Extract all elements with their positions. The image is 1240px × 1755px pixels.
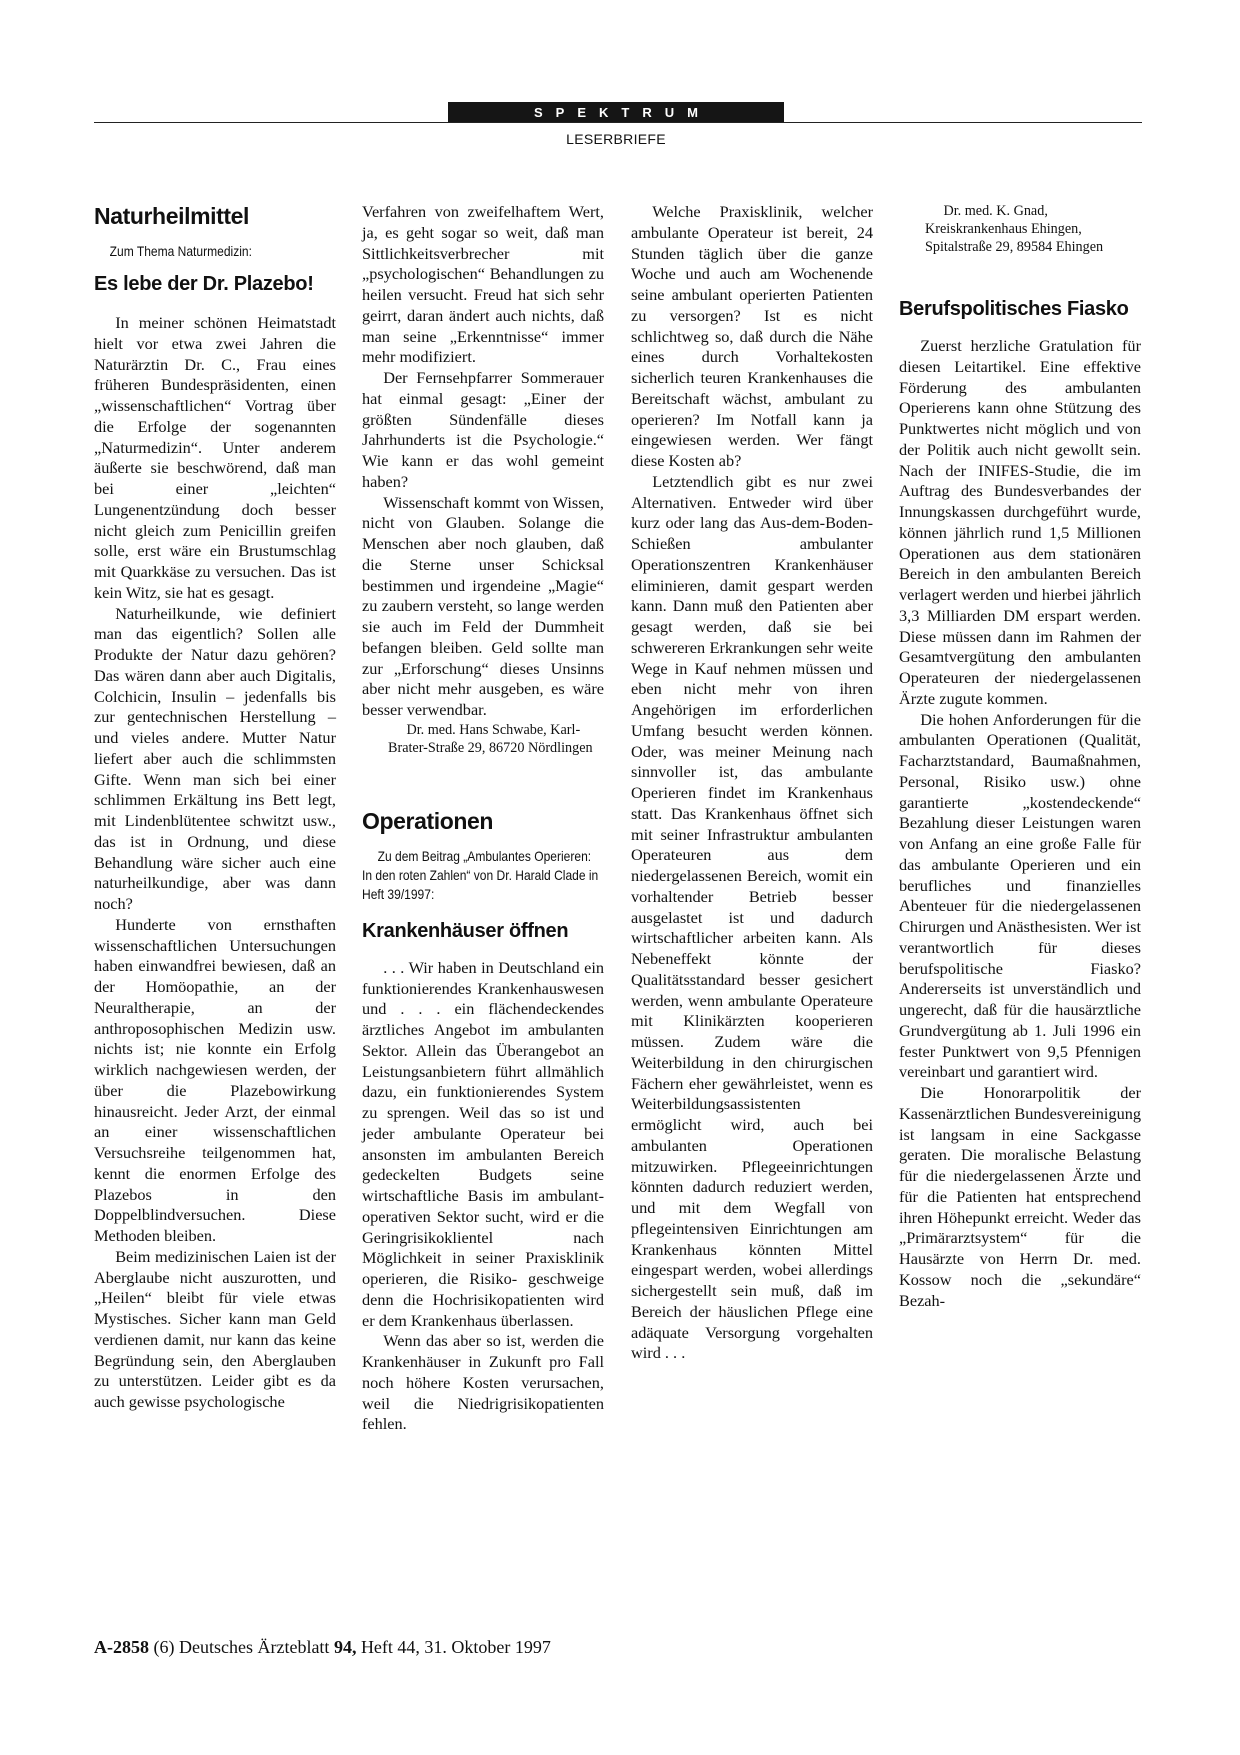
topic-line: Zum Thema Naturmedizin: (109, 243, 252, 259)
column-2 (362, 202, 604, 1435)
letter-headline: Es lebe der Dr. Plazebo! (94, 273, 314, 295)
issue-date: Heft 44, 31. Oktober 1997 (360, 1637, 551, 1657)
header-rule (94, 122, 1142, 123)
signature: Dr. med. K. Gnad, Kreiskrankenhaus Ehingen, Spitalstraße 29, 89584 Ehingen (925, 203, 1104, 255)
letter-headline: Berufspolitisches Fiasko (899, 298, 1129, 320)
paragraph: In meiner schönen Heimatstadt hielt vor etwa zwei Jahren die Naturärztin Dr. C., Frau eines früheren Bundespräsidenten, einen „wissenschaftlichen“ Vortrag über die Erfolge der sogenannten „Naturmedizin“. Unter anderem äußerte sie beschwörend, daß man bei einer „leichten“ Lungenentzündung doch besser nicht gleich zum Penicillin greifen solle, erst wäre ein Brustumschlag mit Quarkkäse zu versuchen. Das ist kein Witz, sie hat es gesagt. (94, 313, 336, 602)
paragraph: Wissenschaft kommt von Wissen, nicht von Glauben. Solange die Menschen aber noch glauben, daß die Sterne unser Schicksal bestimmen und irgendeine „Magie“ zu zaubern versteht, so lange werden sie auch im Feld der Dummheit befangen bleiben. Geld sollte man zur „Erforschung“ dieses Unsinns aber nicht mehr ausgeben, es wäre besser verwendbar. (362, 492, 604, 719)
paragraph: Die Honorarpolitik der Kassenärztlichen Bundesvereinigung ist langsam in eine Sackgasse geraten. Die moralische Belastung für die niedergelassenen Ärzte und für die Patienten hat entsprechend ihren Höhepunkt erreicht. Weder das „Primärarztsystem“ für die Hausärzte von Herrn Dr. med. Kossow noch die „sekundäre“ Bezah- (899, 1083, 1141, 1310)
paragraph: Der Fernsehpfarrer Sommerauer hat einmal gesagt: „Einer der größten Sündenfälle dieses Jahrhunderts ist die Psychologie.“ Wie kann er das wohl gemeint haben? (362, 368, 604, 491)
column-3 (631, 202, 873, 1364)
paragraph: . . . Wir haben in Deutschland ein funktionierendes Krankenhauswesen und . . . ein flächendeckendes ärztliches Angebot im ambulanten Sektor. Allein das Überangebot an Leistungsanbietern führt allmählich dazu, ein funktionierendes System zu sprengen. Weil das so ist und jeder ambulante Operateur bei ansonsten im ambulanten Bereich gedeckelten Budgets seine wirtschaftliche Basis im ambulant-operativen Sektor sucht, wird er die Geringrisikoklientel nach Möglichkeit in seiner Praxisklinik operieren, die Risiko- geschweige denn die Hochrisikopatienten wird er dem Krankenhaus überlassen. (362, 957, 604, 1330)
topic-line: Zu dem Beitrag „Ambulantes Operieren: In den roten Zahlen“ von Dr. Harald Clade in Heft 39/1997: (362, 847, 599, 902)
paragraph: Hunderte von ernsthaften wissenschaftlichen Untersuchungen haben einwandfrei bewiesen, daß an der Homöopathie, an der Neuraltherapie, an der anthroposophischen Medizin usw. nichts ist; nie konnte ein Erfolg wirklich nachgewiesen werden, der über die Plazebowirkung hinausreicht. Jeder Arzt, der einmal an einer wissenschaftlichen Versuchsreihe teilgenommen hat, kennt die enormen Erfolge des Plazebos in den Doppelblindversuchen. Diese Methoden bleiben. (94, 914, 336, 1245)
paragraph: Welche Praxisklinik, welcher ambulante Operateur ist bereit, 24 Stunden täglich über die ganze Woche und auch am Wochenende seine ambulant operierten Patienten zu versorgen? Ist es nicht schlichtweg so, daß durch die Nähe eines durch Vorhaltekosten sicherlich teuren Krankenhauses die Bereitschaft wächst, ambulant zu operieren? Im Notfall kann ja eingewiesen werden. Wer fängt diese Kosten ab? (631, 202, 873, 470)
rubric-operationen: Operationen (362, 807, 494, 834)
paragraph: Die hohen Anforderungen für die ambulanten Operationen (Qualität, Facharztstandard, Baumaßnahmen, Personal, Risiko usw.) ohne garantierte „kostendeckende“ Bezahlung dieser Leistungen waren von Anfang an eine große Falle für das ambulante Operieren und ein berufliches und finanzielles Abenteuer für die niedergelassenen Chirurgen und Anästhesisten. Wer ist verantwortlich für dieses berufspolitische Fiasko? Andererseits ist unverständlich und ungerecht, daß für die hausärztliche Grundvergütung ab 1. Juli 1996 ein fester Punktwert von 9,5 Pfennigen vereinbart und garantiert wird. (899, 709, 1141, 1082)
signature: Dr. med. Hans Schwabe, Karl-Brater-Straße 29, 86720 Nördlingen (388, 721, 593, 756)
rubric-naturheilmittel: Naturheilmittel (94, 203, 250, 229)
paragraph: Wenn das aber so ist, werden die Krankenhäuser in Zukunft pro Fall noch höhere Kosten verursachen, weil die Niedrigrisikopatienten fehlen. (362, 1331, 604, 1434)
paragraph: Beim medizinischen Laien ist der Aberglaube nicht auszurotten, und „Heilen“ bleibt für viele etwas Mystisches. Sicher kann man Geld verdienen damit, nur kann das keine Begründung sein, den Aberglauben zu unterstützen. Leider gibt es da auch gewisse psychologische (94, 1246, 336, 1411)
paragraph: Letztendlich gibt es nur zwei Alternativen. Entweder wird über kurz oder lang das Aus-dem-Boden-Schießen ambulanter Operationszentren Krankenhäuser eliminieren, damit gespart werden kann. Dann muß den Patienten aber gesagt werden, daß sie bei schwereren Erkrankungen sehr weite Wege in Kauf nehmen müssen und eben nicht mehr von ihren Angehörigen im erforderlichen Umfang besucht werden können. Oder, was meiner Meinung nach sinnvoller ist, das ambulante Operieren findet im Krankenhaus statt. Das Krankenhaus öffnet sich mit seiner Infrastruktur ambulanten Operateuren aus dem niedergelassenen Bereich, womit ein vorhaltender Betrieb besser ausgelastet ist und dadurch wirtschaftlicher arbeiten kann. Als Nebeneffekt könnte der Qualitätsstandard besser gesichert werden, wenn ambulante Operateure mit Klinikärzten kooperieren müssen. Zudem wäre die Weiterbildung in den chirurgischen Fächern eher gewährleistet, wenn es Weiterbildungsassistenten ermöglicht wird, auch bei ambulanten Operationen mitzuwirken. Pflegeeinrichtungen könnten dadurch reduziert werden, und mit dem Wegfall von pflegeintensiven Einrichtungen am Krankenhaus könnten Mittel eingespart werden, wobei allerdings sichergestellt sein muß, daß im Bereich der häuslichen Pflege eine adäquate Versorgung vorgehalten wird . . . (631, 471, 873, 1363)
journal-name: (6) Deutsches Ärzteblatt (153, 1637, 330, 1657)
letter-headline: Krankenhäuser öffnen (362, 919, 569, 942)
page-footer (94, 1637, 551, 1658)
paragraph: Zuerst herzliche Gratulation für diesen Leitartikel. Eine effektive Förderung des ambulanten Operierens kann ohne Stützung des Punktwertes nicht möglich und von der Politik auch nicht gewollt sein. Nach der INIFES-Studie, die im Auftrag des Bundesverbandes der Innungskassen durchgeführt wurde, können jährlich rund 1,5 Millionen Operationen aus dem stationären Bereich in den ambulanten Bereich verlagert werden und hierbei jährlich 3,3 Milliarden DM erspart werden. Diese müssen dann im Rahmen der Gesamtvergütung den ambulanten Operateuren der niedergelassenen Ärzte zugute kommen. (899, 336, 1141, 708)
column-4 (899, 202, 1141, 1311)
volume-number: 94, (333, 1637, 357, 1657)
section-subtitle: LESERBRIEFE (566, 131, 666, 147)
column-1 (94, 202, 336, 1413)
paragraph: Verfahren von zweifelhaftem Wert, ja, es geht sogar so weit, daß man Sittlichkeitsverbrecher mit „psychologischen“ Behandlungen zu heilen versucht. Freud hat sich sehr geirrt, daran ändert auch nichts, daß man seine „Erkenntnisse“ immer mehr modifiziert. (362, 202, 604, 367)
section-banner: SPEKTRUM (448, 102, 784, 123)
paragraph: Naturheilkunde, wie definiert man das eigentlich? Sollen alle Produkte der Natur dazu gehören? Das wären dann aber auch Digitalis, Colchicin, Insulin – jedenfalls bis zur gentechnischen Herstellung – und vieles andere. Mutter Natur liefert aber auch die schlimmsten Gifte. Wenn man sich bei einer schlimmen Erkältung ins Bett legt, mit Lindenblütentee schwitzt usw., das ist in Ordnung, und diese Behandlung wäre sicher auch eine naturheilkundige, aber was dann noch? (94, 603, 336, 913)
page-number: A-2858 (94, 1637, 149, 1657)
